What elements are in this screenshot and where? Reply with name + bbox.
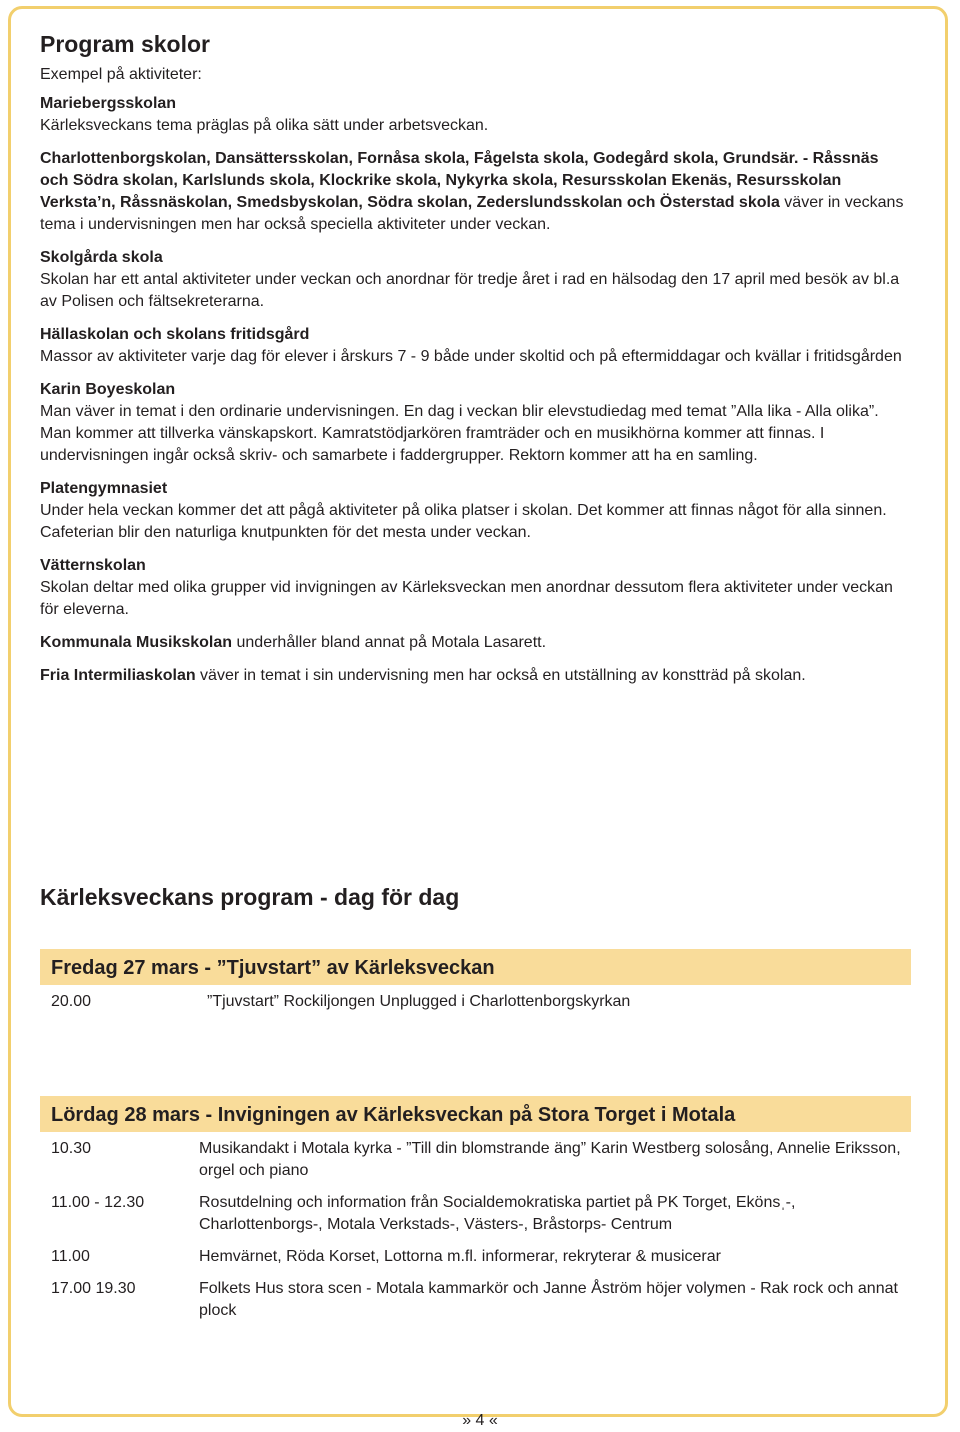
school-name: Mariebergsskolan: [40, 95, 177, 112]
school-entry-karin-boye: [40, 379, 910, 467]
schedule-event: [40, 1192, 911, 1236]
school-name: Fria Intermiliaskolan: [40, 667, 196, 684]
school-entry-skolgarda: [40, 247, 910, 313]
section-subtitle: Exempel på aktiviteter:: [40, 66, 202, 83]
event-description: Rosutdelning och information från Socialdemokratiska partiet på PK Torget, Ekönsˌ-, Charlottenborgs-, Motala Verkstads-, Västers-, Bråstorps- Centrum: [199, 1194, 796, 1233]
event-time: 11.00: [51, 1248, 90, 1265]
school-text: Man väver in temat i den ordinarie undervisningen. En dag i veckan blir elevstudiedag med temat ”Alla lika - Alla olika”. Man kommer att tillverka vänskapskort. Kamratstödjarkören framträder och en musikhörna kommer att finnas. I undervisningen ingår också skriv- och samarbete i faddergrupper. Rektorn kommer att ha en samling.: [40, 403, 879, 464]
school-text: Skolan deltar med olika grupper vid invigningen av Kärleksveckan men anordnar dessutom flera aktiviteter under veckan för eleverna.: [40, 579, 893, 618]
event-description: ”Tjuvstart” Rockiljongen Unplugged i Charlottenborgskyrkan: [207, 993, 631, 1010]
page-number: » 4 «: [462, 1412, 498, 1429]
event-time: 11.00 - 12.30: [51, 1194, 145, 1211]
school-name: Karin Boyeskolan: [40, 381, 176, 398]
schedule-event: [40, 1246, 911, 1268]
school-entry-hallaskolan: [40, 324, 910, 368]
school-entry-mariebergsskolan: [40, 93, 910, 137]
day-heading: Fredag 27 mars - ”Tjuvstart” av Kärleksveckan: [40, 949, 911, 985]
school-text: Kärleksveckans tema präglas på olika sätt under arbetsveckan.: [40, 117, 489, 134]
school-text: underhåller bland annat på Motala Lasarett.: [232, 634, 547, 651]
school-name: Platengymnasiet: [40, 480, 168, 497]
school-text: väver in veckans tema i undervisningen men har också speciella aktiviteter under veckan.: [40, 194, 904, 233]
school-program-section: [40, 30, 910, 698]
school-name: Skolgårda skola: [40, 249, 163, 266]
school-entry-vattern: [40, 555, 910, 621]
school-text: Skolan har ett antal aktiviteter under veckan och anordnar för tredje året i rad en hälsodag den 17 april med besök av bl.a av Polisen och fältsekreterarna.: [40, 271, 900, 310]
school-name: Hällaskolan och skolans fritidsgård: [40, 326, 310, 343]
school-text: Under hela veckan kommer det att pågå aktiviteter på olika platser i skolan. Det kommer att finnas något för alla sinnen. Cafeterian blir den naturliga knutpunkten för det mesta under veckan.: [40, 502, 887, 541]
school-text: Massor av aktiviteter varje dag för elever i årskurs 7 - 9 både under skoltid och på eftermiddagar och kvällar i fritidsgården: [40, 348, 902, 365]
event-description: Musikandakt i Motala kyrka - ”Till din blomstrande äng” Karin Westberg solosång, Annelie Eriksson, orgel och piano: [199, 1140, 901, 1179]
section-title: Program skolor: [40, 31, 210, 57]
schedule-title: Kärleksveckans program - dag för dag: [40, 884, 460, 910]
event-description: Folkets Hus stora scen - Motala kammarkör och Janne Åström höjer volymen - Rak rock och annat plock: [199, 1280, 898, 1319]
day-block-friday: [40, 949, 911, 1013]
school-entry-platen: [40, 478, 910, 544]
school-entry-intermilia: [40, 665, 910, 687]
school-entry-charlottenborg: [40, 148, 910, 236]
school-names-bold: Charlottenborgskolan, Dansättersskolan, Fornåsa skola, Fågelsta skola, Godegård skola, Grundsär. - Råssnäs och Södra skolan, Karlslunds skola, Klockrike skola, Nykyrka skola, Resursskolan Ekenäs, Resursskolan Verksta’n, Råssnäskolan, Smedsbyskolan, Södra skolan, Zederslundsskolan och Österstad skola: [40, 150, 879, 211]
day-heading: Lördag 28 mars - Invigningen av Kärleksveckan på Stora Torget i Motala: [40, 1096, 911, 1132]
schedule-event: [40, 991, 911, 1013]
event-time: 10.30: [51, 1140, 92, 1157]
school-entry-musikskolan: [40, 632, 910, 654]
school-name: Vätternskolan: [40, 557, 146, 574]
event-description: Hemvärnet, Röda Korset, Lottorna m.fl. informerar, rekryterar & musicerar: [199, 1248, 721, 1265]
school-text: väver in temat i sin undervisning men har också en utställning av konstträd på skolan.: [195, 667, 806, 684]
schedule-event: [40, 1278, 911, 1322]
day-block-saturday: [40, 1096, 911, 1322]
school-name: Kommunala Musikskolan: [40, 634, 233, 651]
event-time: 20.00: [51, 993, 92, 1010]
event-time: 17.00 19.30: [51, 1280, 136, 1297]
schedule-event: [40, 1138, 911, 1182]
